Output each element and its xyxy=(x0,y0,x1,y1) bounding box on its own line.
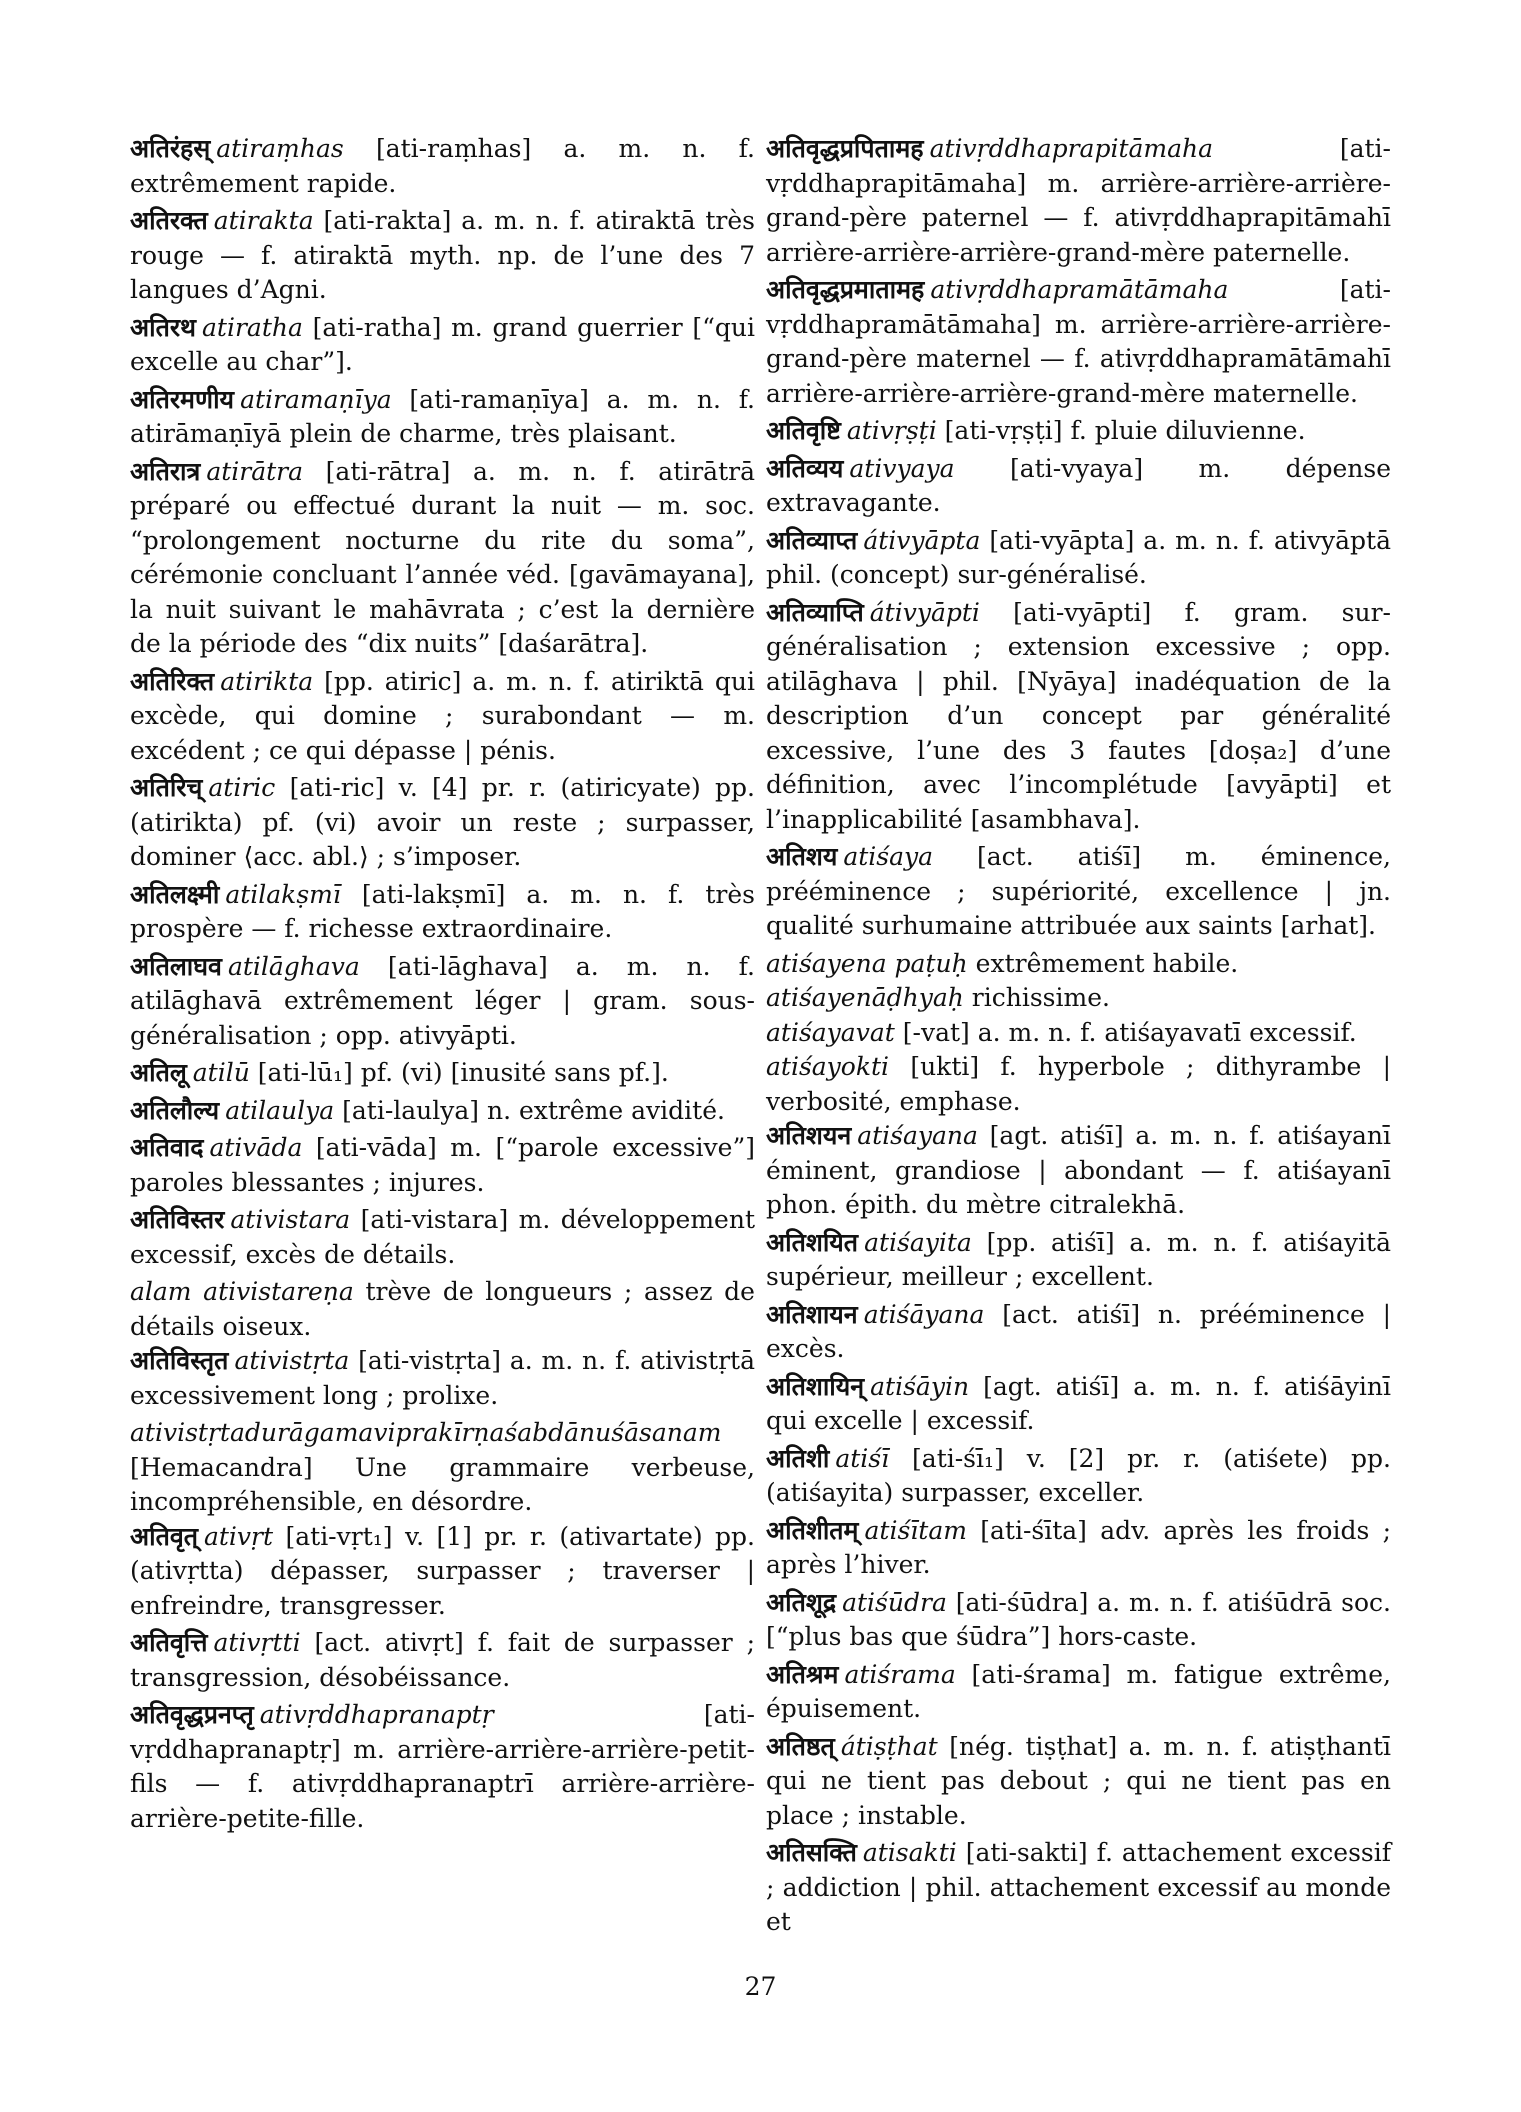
dictionary-entry xyxy=(766,1442,1391,1511)
headword-devanagari: अतिवृद्धप्रनप्तृ xyxy=(130,1700,254,1729)
dictionary-entry xyxy=(766,414,1391,449)
headword-transliteration: atiśayita xyxy=(864,1227,972,1257)
headword-devanagari: अतिशायन xyxy=(766,1299,858,1329)
dictionary-entry xyxy=(766,273,1391,411)
entry-definition: [ati-vyāpta] a. m. n. f. ativyāptā phil. (concept) sur-généralisé. xyxy=(766,525,1391,589)
headword-transliteration: atilaulya xyxy=(225,1095,335,1125)
entry-definition: [ati-ramaṇīya] a. m. n. f. atirāmaṇīyā plein de charme, très plaisant. xyxy=(130,384,755,448)
entry-definition: [pp. atiric] a. m. n. f. atiriktā qui excède, qui domine ; surabondant — m. excédent ; ce qui dépasse | pénis. xyxy=(130,666,755,765)
headword-transliteration: atirakta xyxy=(213,206,314,235)
headword-devanagari: अतिसक्ति xyxy=(766,1838,857,1867)
headword-devanagari: अतिलक्ष्मी xyxy=(130,879,220,909)
entry-definition: [ati-vistṛta] a. m. n. f. ativistṛtā excessivement long ; prolixe. xyxy=(130,1346,755,1410)
headword-transliteration: ativṛt xyxy=(203,1521,274,1551)
entry-definition: [act. atiśī] n. prééminence | excès. xyxy=(766,1299,1391,1363)
dictionary-entry xyxy=(130,383,755,452)
headword-transliteration: atiśāyin xyxy=(870,1371,970,1401)
headword-devanagari: अतिश्रम xyxy=(766,1659,839,1689)
entry-definition: [ati-vṛddhapramātāmaha] m. arrière-arrière-arrière-grand-père maternel — f. ativṛddhapramātāmahī arrière-arrière-arrière-grand-mère maternelle. xyxy=(766,275,1391,408)
entry-definition: [agt. atiśī] a. m. n. f. atiśayanī éminent, grandiose | abondant — f. atiśayanī phon. épith. du mètre citralekhā. xyxy=(766,1121,1391,1219)
entry-definition: [ati-ratha] m. grand guerrier [“qui excelle au char”]. xyxy=(130,312,755,376)
dictionary-entry xyxy=(766,1050,1391,1119)
entry-definition: richissime. xyxy=(971,983,1110,1012)
headword-devanagari: अतिव्याप्त xyxy=(766,525,858,555)
entry-definition: [ati-vyāpti] f. gram. sur-généralisation ; extension excessive ; opp. atilāghava | phil. [Nyāya] inadéquation de la description d’un concept par généralité excessive, l’une des 3 fautes [doṣa₂] d’une définition, avec l’incomplétude [avyāpti] et l’inapplicabilité [asambhava]. xyxy=(766,597,1391,834)
entry-definition: [ati-śī₁] v. [2] pr. r. (atiśete) pp. (atiśayita) surpasser, exceller. xyxy=(766,1443,1392,1507)
headword-transliteration: ativṛddhapranaptṛ xyxy=(259,1700,494,1729)
headword-devanagari: अतिरथ xyxy=(130,312,197,342)
dictionary-entry xyxy=(130,878,755,947)
entry-definition: [ati-vistara] m. développement excessif, excès de détails. xyxy=(130,1205,755,1269)
headword-transliteration: atiśrama xyxy=(844,1659,956,1689)
headword-transliteration: atisakti xyxy=(862,1838,957,1867)
headword-transliteration: atirikta xyxy=(220,666,314,696)
dictionary-entry xyxy=(130,132,755,201)
dictionary-entry xyxy=(766,1298,1391,1367)
headword-transliteration: ativṛṣṭi xyxy=(846,416,937,445)
dictionary-entry xyxy=(766,1119,1391,1223)
dictionary-entry xyxy=(766,452,1391,521)
entry-definition: extrêmement habile. xyxy=(975,948,1239,978)
headword-transliteration: atiśī xyxy=(835,1443,890,1473)
headword-devanagari: अतिवृत्ति xyxy=(130,1628,208,1657)
headword-devanagari: अतिरक्त xyxy=(130,206,208,235)
entry-definition: [act. atiśī] m. éminence, prééminence ; supériorité, excellence | jn. qualité surhumaine attribuée aux saints [arhat]. xyxy=(766,842,1391,940)
entry-definition: trève de longueurs ; assez de détails oiseux. xyxy=(130,1277,755,1341)
headword-transliteration: atiśayena paṭuḥ xyxy=(766,948,968,978)
dictionary-entry xyxy=(766,1370,1391,1439)
entry-definition: [ati-sakti] f. attachement excessif ; addiction | phil. attachement excessif au monde et xyxy=(766,1838,1391,1936)
headword-devanagari: अतिव्याप्ति xyxy=(766,597,864,627)
entry-definition: [agt. atiśī] a. m. n. f. atiśāyinī qui excelle | excessif. xyxy=(766,1371,1391,1435)
entry-definition: [Hemacandra] Une grammaire verbeuse, incompréhensible, en désordre. xyxy=(130,1452,755,1516)
dictionary-entry xyxy=(130,1520,755,1624)
dictionary-entry xyxy=(766,1586,1391,1655)
headword-devanagari: अतिरंहस् xyxy=(130,134,211,163)
entry-definition: [ati-lakṣmī] a. m. n. f. très prospère — f. richesse extraordinaire. xyxy=(130,879,755,943)
entry-definition: [ati-śūdra] a. m. n. f. atiśūdrā soc. [“plus bas que śūdra”] hors-caste. xyxy=(766,1587,1391,1651)
entry-definition: [ati-lāghava] a. m. n. f. atilāghavā extrêmement léger | gram. sous-généralisation ; opp. ativyāpti. xyxy=(130,951,755,1050)
entry-definition: [ati-vṛddhaprapitāmaha] m. arrière-arrière-arrière-grand-père paternel — f. ativṛddhaprapitāmahī arrière-arrière-arrière-grand-mère paternelle. xyxy=(766,134,1391,267)
headword-transliteration: atiśayana xyxy=(857,1121,978,1150)
headword-devanagari: अतिवाद xyxy=(130,1133,204,1162)
headword-transliteration: atiśayavat xyxy=(766,1017,895,1047)
headword-devanagari: अतिशायिन् xyxy=(766,1371,865,1401)
headword-transliteration: atiramaṇīya xyxy=(240,384,392,414)
headword-devanagari: अतिविस्तर xyxy=(130,1205,225,1234)
dictionary-entry xyxy=(130,665,755,769)
headword-devanagari: अतिलू xyxy=(130,1058,187,1087)
left-column xyxy=(130,132,755,1839)
headword-transliteration: atirātra xyxy=(206,456,304,486)
headword-transliteration: atiśaya xyxy=(843,842,934,871)
dictionary-entry xyxy=(130,1416,755,1520)
dictionary-entry xyxy=(766,1658,1391,1727)
headword-devanagari: अतिवृद्धप्रमातामह xyxy=(766,275,925,304)
entry-definition: [ati-vāda] m. [“parole excessive”] paroles blessantes ; injures. xyxy=(130,1133,755,1197)
headword-devanagari: अतिरमणीय xyxy=(130,384,235,414)
dictionary-entry xyxy=(766,596,1391,838)
headword-transliteration: alam ativistareṇa xyxy=(130,1277,354,1306)
dictionary-entry xyxy=(130,1131,755,1200)
headword-devanagari: अतिशूद्र xyxy=(766,1587,837,1617)
dictionary-entry xyxy=(130,1056,755,1091)
entry-definition: [ati-laulya] n. extrême avidité. xyxy=(342,1095,725,1125)
headword-devanagari: अतिलौल्य xyxy=(130,1095,220,1125)
right-column xyxy=(766,132,1391,1943)
dictionary-entry xyxy=(766,840,1391,944)
headword-transliteration: atilū xyxy=(192,1058,250,1087)
headword-transliteration: ativṛtti xyxy=(213,1628,301,1657)
headword-devanagari: अतिशय xyxy=(766,842,838,871)
entry-definition: [ati-lū₁] pf. (vi) [inusité sans pf.]. xyxy=(257,1058,669,1087)
headword-devanagari: अतिविस्तृत xyxy=(130,1346,229,1375)
headword-devanagari: अतिव्यय xyxy=(766,453,844,483)
headword-transliteration: atiśayenāḍhyaḥ xyxy=(766,983,964,1012)
headword-devanagari: अतिशयित xyxy=(766,1227,859,1257)
headword-transliteration: atiric xyxy=(208,773,276,802)
headword-transliteration: ativāda xyxy=(209,1133,303,1162)
dictionary-entry xyxy=(130,1698,755,1836)
dictionary-entry xyxy=(130,1094,755,1129)
headword-transliteration: atilāghava xyxy=(227,951,360,981)
dictionary-entry xyxy=(130,1203,755,1272)
headword-transliteration: átiṣṭhat xyxy=(840,1731,938,1761)
headword-transliteration: átivyāpta xyxy=(863,525,981,555)
headword-devanagari: अतिरात्र xyxy=(130,456,201,486)
headword-devanagari: अतिरिच् xyxy=(130,773,203,802)
dictionary-entry xyxy=(130,204,755,308)
headword-transliteration: ativṛddhaprapitāmaha xyxy=(929,134,1214,163)
headword-devanagari: अतिलाघव xyxy=(130,951,222,981)
dictionary-entry xyxy=(130,455,755,662)
headword-transliteration: átivyāpti xyxy=(869,597,980,627)
page-number: 27 xyxy=(744,1972,777,2001)
dictionary-entry xyxy=(766,524,1391,593)
dictionary-entry xyxy=(766,981,1391,1016)
entry-definition: [ati-rakta] a. m. n. f. atiraktā très rouge — f. atiraktā myth. np. de l’une des 7 langues d’Agni. xyxy=(130,206,756,304)
entry-definition: [pp. atiśī] a. m. n. f. atiśayitā supérieur, meilleur ; excellent. xyxy=(766,1227,1391,1291)
headword-transliteration: atiśūdra xyxy=(842,1587,947,1617)
entry-definition: [ati-ric] v. [4] pr. r. (atiricyate) pp. (atirikta) pf. (vi) avoir un reste ; surpasser, dominer ⟨acc. abl.⟩ ; s’imposer. xyxy=(130,773,756,871)
dictionary-entry xyxy=(766,1514,1391,1583)
dictionary-entry xyxy=(130,311,755,380)
headword-transliteration: ativyaya xyxy=(849,453,955,483)
dictionary-entry xyxy=(130,1344,755,1413)
headword-transliteration: atiśītam xyxy=(864,1515,967,1545)
headword-transliteration: atiśayokti xyxy=(766,1052,890,1081)
dictionary-entry xyxy=(766,132,1391,270)
headword-devanagari: अतिवृष्टि xyxy=(766,416,841,445)
dictionary-entry xyxy=(130,950,755,1054)
entry-definition: [ati-rātra] a. m. n. f. atirātrā préparé ou effectué durant la nuit — m. soc. “prolongement nocturne du rite du soma”, cérémonie concluant l’année véd. [gavāmayana], la nuit suivant le mahāvrata ; c’est la dernière de la période des “dix nuits” [daśarātra]. xyxy=(130,456,755,658)
headword-devanagari: अतिशयन xyxy=(766,1121,852,1150)
entry-definition: [ati-śīta] adv. après les froids ; après l’hiver. xyxy=(766,1515,1391,1579)
entry-definition: [nég. tiṣṭhat] a. m. n. f. atiṣṭhantī qui ne tient pas debout ; qui ne tient pas en place ; instable. xyxy=(766,1731,1391,1830)
dictionary-entry xyxy=(766,947,1391,982)
entry-definition: [ati-raṃhas] a. m. n. f. extrêmement rapide. xyxy=(130,134,755,198)
entry-definition: [ati-śrama] m. fatigue extrême, épuisement. xyxy=(766,1659,1391,1723)
entry-definition: [ati-vṛddhapranaptṛ] m. arrière-arrière-arrière-petit-fils — f. ativṛddhapranaptrī arrière-arrière-arrière-petite-fille. xyxy=(130,1700,755,1833)
headword-transliteration: atilakṣmī xyxy=(225,879,341,909)
headword-transliteration: atiraṃhas xyxy=(216,134,344,163)
headword-transliteration: ativṛddhapramātāmaha xyxy=(930,275,1229,304)
dictionary-entry xyxy=(766,1836,1391,1940)
entry-definition: [act. ativṛt] f. fait de surpasser ; transgression, désobéissance. xyxy=(130,1628,755,1692)
headword-devanagari: अतिशी xyxy=(766,1443,830,1473)
headword-transliteration: atiśāyana xyxy=(863,1299,985,1329)
entry-definition: [ukti] f. hyperbole ; dithyrambe | verbosité, emphase. xyxy=(766,1052,1391,1116)
headword-devanagari: अतिवृत् xyxy=(130,1521,198,1551)
headword-devanagari: अतिशीतम् xyxy=(766,1515,859,1545)
headword-transliteration: ativistara xyxy=(230,1205,351,1234)
dictionary-entry xyxy=(766,1226,1391,1295)
entry-definition: [ati-vṛt₁] v. [1] pr. r. (ativartate) pp. (ativṛtta) dépasser, surpasser ; traverser | enfreindre, transgresser. xyxy=(130,1521,755,1620)
entry-definition: [ati-vyaya] m. dépense extravagante. xyxy=(766,453,1391,517)
dictionary-entry xyxy=(130,1626,755,1695)
headword-devanagari: अतिरिक्त xyxy=(130,666,215,696)
headword-devanagari: अतिवृद्धप्रपितामह xyxy=(766,134,924,163)
dictionary-entry xyxy=(766,1730,1391,1834)
headword-transliteration: ativistṛtadurāgamaviprakīrṇaśabdānuśāsanam xyxy=(130,1418,722,1447)
headword-transliteration: atiratha xyxy=(202,312,303,342)
entry-definition: [ati-vṛṣṭi] f. pluie diluvienne. xyxy=(944,416,1306,445)
dictionary-entry xyxy=(130,771,755,875)
headword-devanagari: अतिष्ठत् xyxy=(766,1731,835,1761)
entry-definition: [-vat] a. m. n. f. atiśayavatī excessif. xyxy=(902,1017,1357,1047)
dictionary-entry xyxy=(766,1016,1391,1051)
headword-transliteration: ativistṛta xyxy=(234,1346,350,1375)
dictionary-entry xyxy=(130,1275,755,1344)
